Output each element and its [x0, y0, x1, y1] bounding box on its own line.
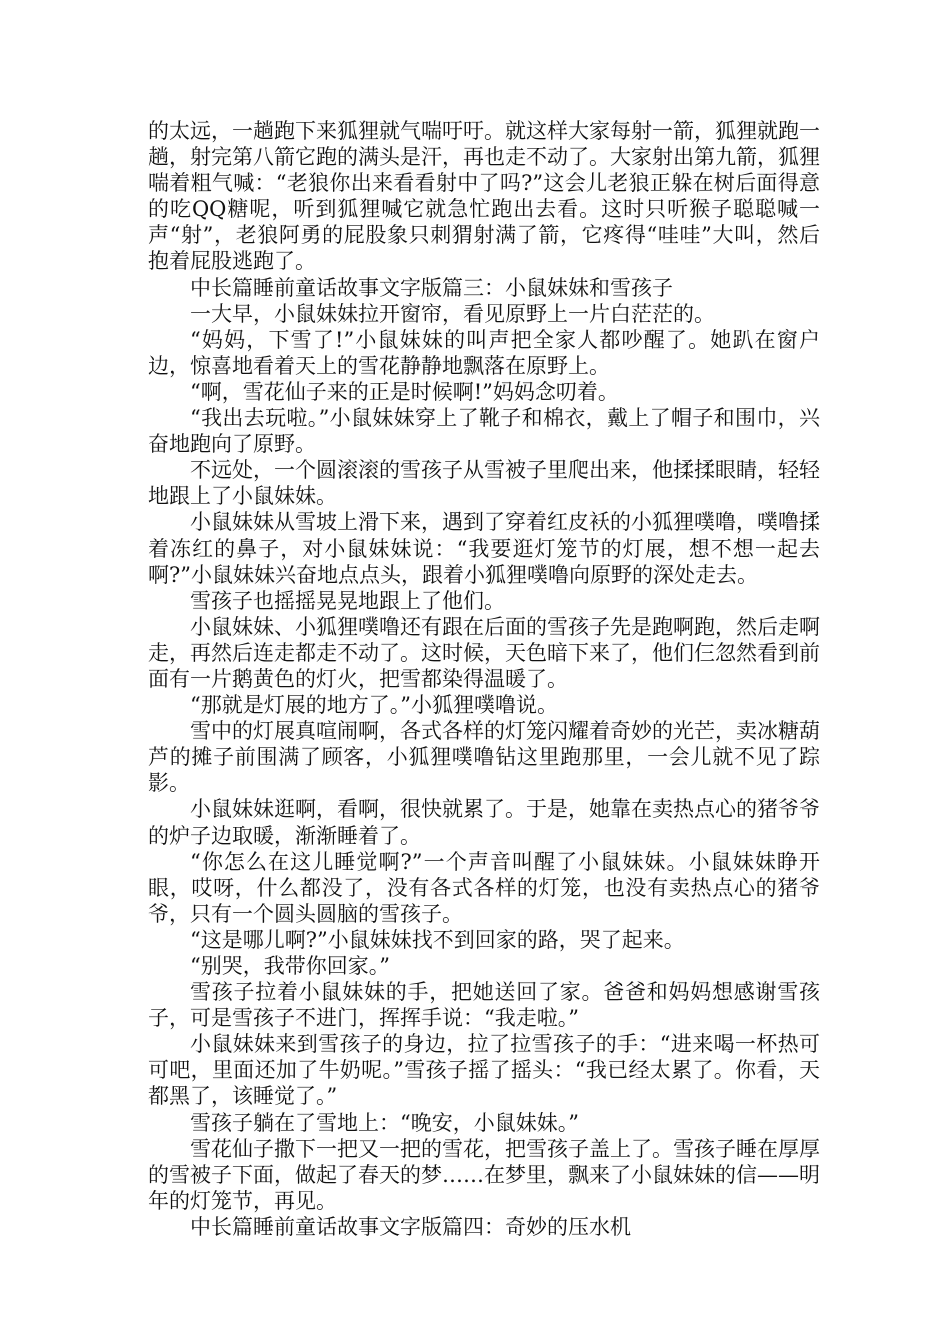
story-paragraph: 小鼠妹妹从雪坡上滑下来，遇到了穿着红皮袄的小狐狸噗噜，噗噜揉着冻红的鼻子，对小鼠妹妹说：“我要逛灯笼节的灯展，想不想一起去啊?”小鼠妹妹兴奋地点点头，跟着小狐狸噗噜向原野的深处走去。	[148, 510, 820, 587]
section-heading: 中长篇睡前童话故事文字版篇三：小鼠妹妹和雪孩子	[190, 275, 673, 300]
story-paragraph: 的太远，一趟跑下来狐狸就气喘吁吁。就这样大家每射一箭，狐狸就跑一趟，射完第八箭它跑的满头是汗，再也走不动了。大家射出第九箭，狐狸喘着粗气喊：“老狼你出来看看射中了吗?”这会儿老狼正躲在树后面得意的吃QQ糖呢，听到狐狸喊它就急忙跑出去看。这时只听猴子聪聪喊一声“射”，老狼阿勇的屁股象只刺猬射满了箭，它疼得“哇哇”大叫，然后抱着屁股逃跑了。	[148, 119, 820, 274]
story-paragraph: “这是哪儿啊?”小鼠妹妹找不到回家的路，哭了起来。	[190, 927, 685, 952]
story-paragraph: “妈妈，下雪了!”小鼠妹妹的叫声把全家人都吵醒了。她趴在窗户边，惊喜地看着天上的雪花静静地飘落在原野上。	[148, 327, 820, 378]
story-paragraph: 不远处，一个圆滚滚的雪孩子从雪被子里爬出来，他揉揉眼睛，轻轻地跟上了小鼠妹妹。	[148, 458, 820, 509]
story-paragraph: “别哭，我带你回家。”	[190, 954, 390, 978]
story-paragraph: 小鼠妹妹逛啊，看啊，很快就累了。于是，她靠在卖热点心的猪爷爷的炉子边取暖，渐渐睡着了。	[148, 797, 820, 848]
story-paragraph: “你怎么在这儿睡觉啊?”一个声音叫醒了小鼠妹妹。小鼠妹妹睁开眼，哎呀，什么都没了，没有各式各样的灯笼，也没有卖热点心的猪爷爷，只有一个圆头圆脑的雪孩子。	[148, 849, 820, 926]
story-paragraph: “啊，雪花仙子来的正是时候啊!”妈妈念叨着。	[190, 379, 619, 404]
story-paragraph: “我出去玩啦。”小鼠妹妹穿上了靴子和棉衣，戴上了帽子和围巾，兴奋地跑向了原野。	[148, 406, 820, 457]
story-paragraph: 一大早，小鼠妹妹拉开窗帘，看见原野上一片白茫茫的。	[190, 301, 715, 326]
story-paragraph: “那就是灯展的地方了。”小狐狸噗噜说。	[190, 693, 558, 718]
story-paragraph: 雪中的灯展真喧闹啊，各式各样的灯笼闪耀着奇妙的光芒，卖冰糖葫芦的摊子前围满了顾客，小狐狸噗噜钻这里跑那里，一会儿就不见了踪影。	[148, 719, 820, 796]
story-paragraph: 小鼠妹妹、小狐狸噗噜还有跟在后面的雪孩子先是跑啊跑，然后走啊走，再然后连走都走不动了。这时候，天色暗下来了，他们仨忽然看到前面有一片鹅黄色的灯火，把雪都染得温暖了。	[148, 614, 820, 691]
story-paragraph: 小鼠妹妹来到雪孩子的身边，拉了拉雪孩子的手：“进来喝一杯热可可吧，里面还加了牛奶呢。”雪孩子摇了摇头：“我已经太累了。你看，天都黑了，该睡觉了。”	[148, 1032, 820, 1109]
story-paragraph: 雪孩子躺在了雪地上：“晚安，小鼠妹妹。”	[190, 1110, 579, 1135]
story-paragraph: 雪花仙子撒下一把又一把的雪花，把雪孩子盖上了。雪孩子睡在厚厚的雪被子下面，做起了春天的梦……在梦里，飘来了小鼠妹妹的信——明年的灯笼节，再见。	[148, 1136, 820, 1213]
story-paragraph: 雪孩子也摇摇晃晃地跟上了他们。	[190, 588, 505, 613]
section-heading: 中长篇睡前童话故事文字版篇四：奇妙的压水机	[190, 1214, 631, 1239]
story-paragraph: 雪孩子拉着小鼠妹妹的手，把她送回了家。爸爸和妈妈想感谢雪孩子，可是雪孩子不进门，挥挥手说：“我走啦。”	[148, 980, 820, 1031]
document-page	[148, 118, 820, 1240]
